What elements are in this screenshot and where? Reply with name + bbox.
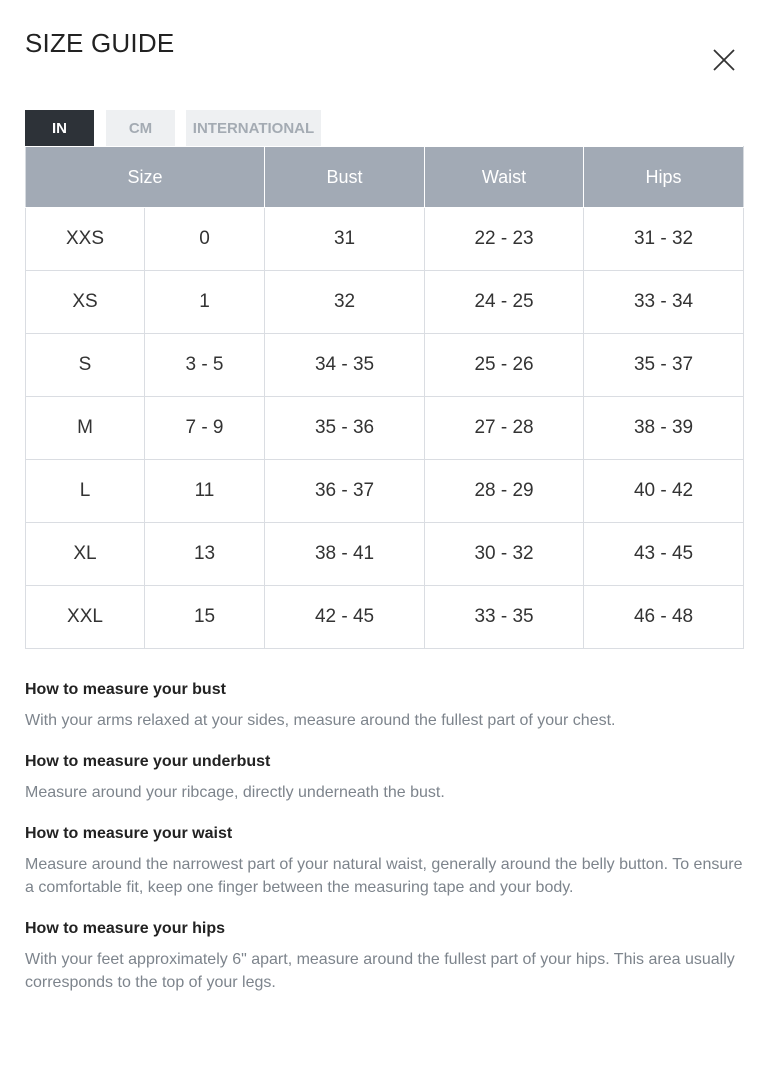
size-table [25, 146, 744, 649]
size-number: 1 [145, 271, 265, 334]
waist-value: 22 - 23 [425, 208, 584, 271]
size-number: 13 [145, 523, 265, 586]
bust-value: 35 - 36 [265, 397, 425, 460]
bust-value: 38 - 41 [265, 523, 425, 586]
table-header-row [26, 147, 744, 208]
table-row [26, 586, 744, 649]
guide-hips [25, 919, 750, 994]
size-label: XL [26, 523, 145, 586]
hips-value: 43 - 45 [584, 523, 744, 586]
size-number: 15 [145, 586, 265, 649]
hips-value: 40 - 42 [584, 460, 744, 523]
bust-value: 31 [265, 208, 425, 271]
table-row [26, 460, 744, 523]
header-bust: Bust [265, 147, 425, 208]
header-size: Size [26, 147, 265, 208]
bust-value: 34 - 35 [265, 334, 425, 397]
guide-underbust [25, 752, 750, 804]
hips-value: 46 - 48 [584, 586, 744, 649]
size-number: 7 - 9 [145, 397, 265, 460]
hips-value: 38 - 39 [584, 397, 744, 460]
bust-value: 36 - 37 [265, 460, 425, 523]
hips-value: 31 - 32 [584, 208, 744, 271]
header-waist: Waist [425, 147, 584, 208]
guide-bust [25, 680, 750, 732]
tab-in[interactable]: IN [25, 110, 94, 146]
size-label: L [26, 460, 145, 523]
tab-cm[interactable]: CM [106, 110, 175, 146]
guide-heading: How to measure your waist [25, 825, 233, 842]
waist-value: 25 - 26 [425, 334, 584, 397]
size-label: M [26, 397, 145, 460]
table-row [26, 208, 744, 271]
size-label: XS [26, 271, 145, 334]
guide-text: Measure around the narrowest part of your natural waist, generally around the belly button. To ensure a comfortable fit, keep one finger between the measuring tape and your body. [25, 856, 743, 896]
close-icon [709, 45, 739, 75]
header-hips: Hips [584, 147, 744, 208]
guide-text: With your arms relaxed at your sides, measure around the fullest part of your chest. [25, 712, 616, 729]
size-number: 3 - 5 [145, 334, 265, 397]
measuring-guide [25, 680, 750, 1014]
guide-text: With your feet approximately 6" apart, measure around the fullest part of your hips. This area usually corresponds to the top of your legs. [25, 951, 735, 991]
hips-value: 35 - 37 [584, 334, 744, 397]
guide-heading: How to measure your hips [25, 920, 226, 937]
waist-value: 28 - 29 [425, 460, 584, 523]
size-label: XXS [26, 208, 145, 271]
waist-value: 33 - 35 [425, 586, 584, 649]
size-number: 0 [145, 208, 265, 271]
bust-value: 32 [265, 271, 425, 334]
table-row [26, 523, 744, 586]
size-number: 11 [145, 460, 265, 523]
tab-international[interactable]: INTERNATIONAL [186, 110, 321, 146]
waist-value: 24 - 25 [425, 271, 584, 334]
close-button[interactable] [709, 45, 739, 75]
guide-heading: How to measure your underbust [25, 753, 271, 770]
page-title: SIZE GUIDE [25, 28, 175, 58]
waist-value: 30 - 32 [425, 523, 584, 586]
size-label: S [26, 334, 145, 397]
waist-value: 27 - 28 [425, 397, 584, 460]
bust-value: 42 - 45 [265, 586, 425, 649]
guide-text: Measure around your ribcage, directly underneath the bust. [25, 784, 445, 801]
size-label: XXL [26, 586, 145, 649]
guide-heading: How to measure your bust [25, 681, 226, 698]
hips-value: 33 - 34 [584, 271, 744, 334]
table-row [26, 271, 744, 334]
guide-waist [25, 824, 750, 899]
table-row [26, 334, 744, 397]
table-row [26, 397, 744, 460]
